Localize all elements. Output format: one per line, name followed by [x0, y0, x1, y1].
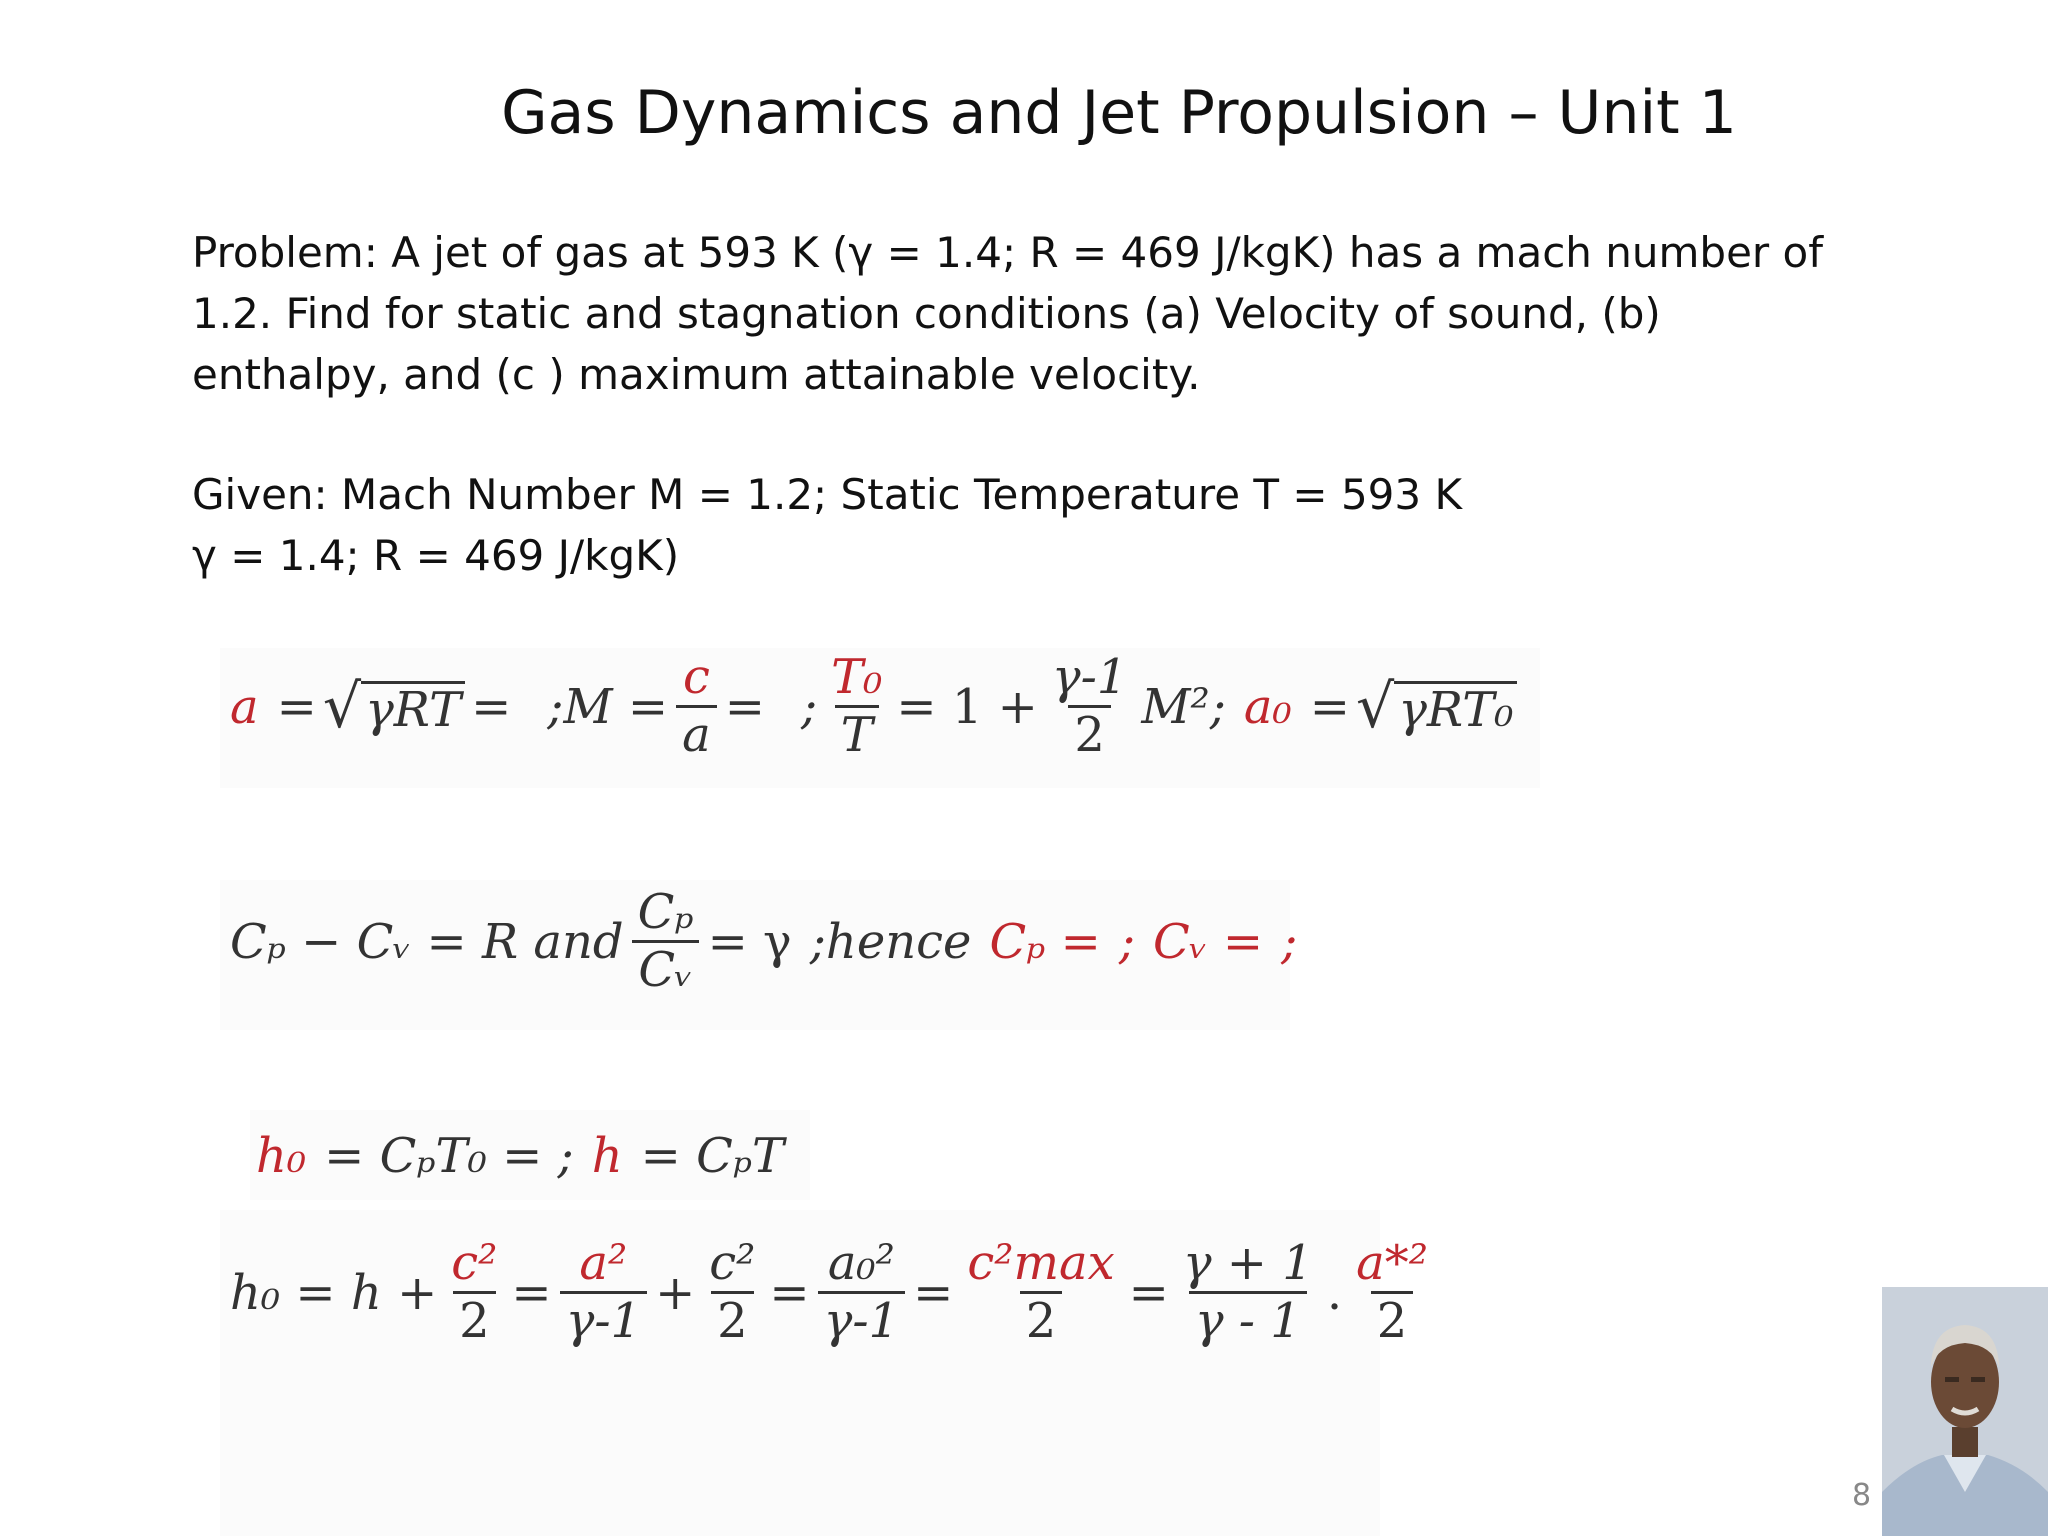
denominator: 2	[1371, 1291, 1414, 1349]
numerator: a²	[579, 1235, 628, 1291]
eq-symbol: a₀	[1243, 678, 1292, 735]
problem-statement	[192, 222, 1832, 405]
eq-term: = γ	[707, 913, 792, 970]
eq-operator: =	[1128, 1264, 1169, 1321]
eq-operator: =	[724, 678, 765, 735]
denominator: 2	[711, 1291, 754, 1349]
numerator: Cₚ	[637, 884, 694, 940]
eq-term: = 1 +	[896, 678, 1038, 735]
eq-term: ;hence	[809, 913, 972, 970]
eq-term: Cₚ =	[989, 913, 1101, 970]
fraction	[961, 1236, 1120, 1349]
numerator: γ + 1	[1182, 1235, 1313, 1291]
numerator: a₀²	[827, 1235, 895, 1291]
presenter-image	[1882, 1287, 2048, 1536]
eq-term: = CₚT₀ = ;	[324, 1128, 574, 1184]
denominator: Cᵥ	[632, 940, 699, 998]
eq-operator: =	[913, 1264, 954, 1321]
eq-operator: .	[1326, 1264, 1343, 1321]
numerator: c²	[451, 1235, 498, 1291]
fraction	[1046, 650, 1133, 763]
eq-term: ;M =	[547, 678, 669, 735]
eq-term: M²;	[1141, 678, 1226, 735]
sqrt-expression: √ γRT₀	[1356, 677, 1517, 737]
denominator: γ-1	[560, 1291, 647, 1349]
denominator: γ - 1	[1189, 1291, 1307, 1349]
eq-symbol: h	[591, 1128, 623, 1184]
given-line: Given: Mach Number M = 1.2; Static Temperature T = 593 K	[192, 470, 1463, 519]
eq-operator: +	[655, 1264, 696, 1321]
eq-term: γRT	[361, 681, 465, 737]
numerator: T₀	[831, 649, 883, 705]
slide-title: Gas Dynamics and Jet Propulsion – Unit 1	[501, 78, 1737, 148]
eq-operator: =	[471, 678, 512, 735]
numerator: a*²	[1356, 1235, 1428, 1291]
eq-term: = CₚT	[640, 1128, 785, 1184]
eq-term: ;	[1118, 913, 1136, 970]
eq-operator: =	[769, 1264, 810, 1321]
fraction	[632, 885, 700, 998]
denominator: T	[835, 705, 879, 763]
denominator: γ-1	[818, 1291, 905, 1349]
equation-enthalpy	[256, 1128, 784, 1184]
given-line: γ = 1.4; R = 469 J/kgK)	[192, 531, 680, 580]
denominator: 2	[1068, 705, 1111, 763]
fraction	[676, 650, 717, 763]
eq-symbol: a	[230, 678, 259, 735]
denominator: a	[676, 705, 717, 763]
eq-operator: =	[511, 1264, 552, 1321]
denominator: 2	[1020, 1291, 1063, 1349]
eq-symbol: h₀	[256, 1128, 307, 1184]
fraction	[1177, 1236, 1319, 1349]
equation-energy	[230, 1236, 1442, 1349]
numerator: c	[682, 649, 710, 705]
problem-line: enthalpy, and (c ) maximum attainable velocity.	[192, 350, 1201, 399]
eq-operator: =	[1309, 678, 1350, 735]
equation-specific-heat	[230, 885, 1297, 998]
problem-line: Problem: A jet of gas at 593 K (γ = 1.4; R = 469 J/kgK) has a mach number of	[192, 228, 1824, 277]
eq-term: ;	[1281, 913, 1298, 970]
problem-line: 1.2. Find for static and stagnation conditions (a) Velocity of sound, (b)	[192, 289, 1661, 338]
eq-term: h₀ = h +	[230, 1264, 438, 1321]
eq-term: γRT₀	[1394, 681, 1517, 737]
denominator: 2	[453, 1291, 496, 1349]
fraction	[445, 1236, 503, 1349]
eq-term: ;	[800, 678, 818, 735]
fraction	[825, 650, 888, 763]
numerator: c²max	[967, 1235, 1115, 1291]
fraction	[560, 1236, 647, 1349]
fraction	[1350, 1236, 1434, 1349]
presenter-video	[1882, 1287, 2048, 1536]
slide-number: 8	[1852, 1478, 1872, 1513]
fraction	[818, 1236, 905, 1349]
eq-term: Cₚ − Cᵥ = R and	[230, 913, 624, 970]
sqrt-expression: √ γRT	[323, 677, 465, 737]
equation-sound-speed	[230, 650, 1523, 763]
fraction	[703, 1236, 761, 1349]
given-data	[192, 464, 1832, 586]
numerator: c²	[709, 1235, 756, 1291]
eq-term: Cᵥ =	[1153, 913, 1264, 970]
eq-operator: =	[276, 678, 317, 735]
numerator: γ-1	[1051, 649, 1128, 705]
